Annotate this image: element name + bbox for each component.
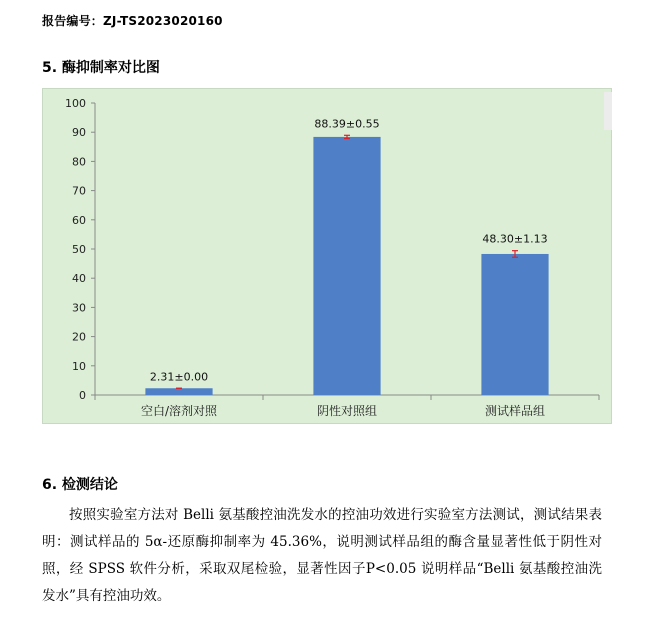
category-label: 空白/溶剂对照 xyxy=(140,404,218,418)
y-tick-label: 20 xyxy=(72,330,86,344)
bar xyxy=(145,388,212,395)
category-label: 测试样品组 xyxy=(484,404,546,418)
bar xyxy=(313,137,380,395)
y-tick-label: 100 xyxy=(65,97,86,110)
data-label: 48.30±1.13 xyxy=(482,232,548,246)
y-tick-label: 60 xyxy=(72,213,86,227)
data-label: 2.31±0.00 xyxy=(149,370,209,384)
y-tick-label: 80 xyxy=(72,155,86,169)
data-label: 88.39±0.55 xyxy=(314,117,380,131)
enzyme-inhibition-chart xyxy=(42,88,612,424)
bar xyxy=(481,254,548,395)
y-tick-label: 0 xyxy=(79,389,86,402)
conclusion-paragraph: 按照实验室方法对 Belli 氨基酸控油洗发水的控油功效进行实验室方法测试，测试结果表明：测试样品的 5α-还原酶抑制率为 45.36%，说明测试样品组的酶含量显著性低于阴性对照，经 SPSS 软件分析，采取双尾检验，显著性因子P<0.05 说明样品“Belli 氨基酸控油洗发水”具有控油功效。 xyxy=(42,507,602,604)
chart-svg xyxy=(43,89,613,425)
page-edge-mark xyxy=(604,92,612,130)
y-tick-label: 30 xyxy=(72,301,86,315)
y-tick-label: 70 xyxy=(72,184,86,198)
category-label: 阴性对照组 xyxy=(316,404,378,418)
section-5-title: 5. 酶抑制率对比图 xyxy=(42,60,160,76)
y-tick-label: 40 xyxy=(72,272,86,286)
section-6-title: 6. 检测结论 xyxy=(42,477,118,493)
report-number: 报告编号：ZJ-TS2023020160 xyxy=(42,14,223,28)
y-tick-label: 90 xyxy=(72,126,86,140)
y-tick-label: 10 xyxy=(72,359,86,373)
y-tick-label: 50 xyxy=(72,243,86,256)
